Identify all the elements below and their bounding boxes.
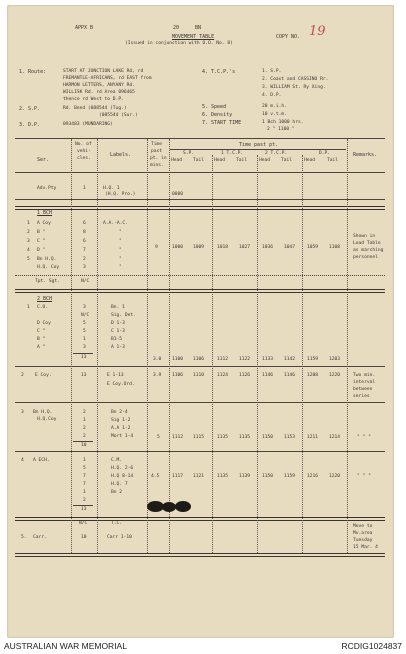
unit-name: Adv.Pty: [37, 186, 57, 191]
time-value: 0800: [172, 192, 184, 197]
start-time-value: 1 Bch 1000 hrs.: [262, 120, 304, 125]
col-header-serial: Ser.: [37, 157, 50, 163]
time-value: 1150: [262, 474, 274, 479]
time-value: 1220: [329, 474, 341, 479]
serial-number: 1: [27, 305, 30, 310]
time-value: 1106: [172, 373, 184, 378]
vehicle-label: H.Q. 2-6: [111, 466, 134, 471]
route-line: HARMON LETTERS, ANYANY Rd.: [63, 83, 135, 88]
column-divider: [71, 139, 72, 553]
col-head: Head: [214, 158, 226, 163]
vehicle-total: 13: [81, 507, 87, 512]
time-value: 1112: [172, 435, 184, 440]
vehicle-label: A.A.-A.C.: [103, 221, 128, 226]
col-tail: Tail: [193, 158, 205, 163]
ink-blot: [162, 502, 176, 512]
col-header-time-past: mins.: [150, 163, 164, 168]
tcp-item: 1. S.P.: [262, 69, 282, 74]
time-past-minutes: 5: [157, 435, 160, 440]
document-page: [7, 5, 394, 638]
serial-number: 3: [27, 239, 30, 244]
serial-number: 2: [27, 230, 30, 235]
unit-name: C ": [37, 239, 46, 244]
archive-footer: [0, 638, 406, 654]
archive-name: AUSTRALIAN WAR MEMORIAL: [4, 641, 127, 651]
vehicle-count: 2: [83, 434, 86, 439]
col-header-vehicles: cles.: [77, 156, 91, 161]
time-value: 1059: [307, 245, 319, 250]
route-line: thence rd West to D.P.: [63, 97, 124, 102]
serial-number: 2: [21, 373, 24, 378]
vehicle-label: ": [119, 257, 122, 262]
battalion-abbrev: BN: [195, 25, 202, 31]
col-header-vehicles: vehi-: [77, 149, 91, 154]
row-divider: [15, 275, 385, 276]
time-past-minutes: 3.9: [153, 373, 162, 378]
vehicle-label: A.A 1-2: [111, 426, 131, 431]
time-value: 1211: [307, 435, 319, 440]
density-value: 10 v.t.m.: [262, 112, 287, 117]
unit-name: Bn H.Q.: [37, 257, 57, 262]
col-group-tcp2: 2 T.C.P.: [265, 151, 288, 156]
time-value: 1146: [284, 373, 296, 378]
vehicle-label: Bn. 1: [111, 305, 125, 310]
time-value: 1146: [262, 373, 274, 378]
vehicle-total: 13: [81, 355, 87, 360]
time-value: 1112: [217, 357, 229, 362]
serial-number: 3: [21, 410, 24, 415]
remark-line: Load Table: [353, 241, 381, 246]
vehicle-count: N/C: [81, 313, 90, 318]
vehicle-count: 3: [83, 345, 86, 350]
time-value: 1121: [193, 474, 205, 479]
route-label: 1. Route:: [19, 69, 47, 75]
vehicle-label: C 1-3: [111, 329, 125, 334]
col-group-tcp1: 1 T.C.P.: [221, 151, 244, 156]
unit-name: H.Q.Coy: [37, 417, 57, 422]
vehicle-label: D 1-3: [111, 321, 125, 326]
time-value: 1027: [239, 245, 251, 250]
vehicle-count: 7: [83, 248, 86, 253]
time-value: 1135: [217, 435, 229, 440]
remark-line: between: [353, 387, 373, 392]
route-line: FREMANTLE-AFRICANS, rd EAST from: [63, 76, 152, 81]
vehicle-count: 13: [81, 373, 87, 378]
ink-blot: [175, 501, 191, 512]
col-header-time-past-pt: Time past pt.: [239, 142, 279, 148]
time-past-minutes: 3.0: [153, 357, 162, 362]
time-value: 1135: [239, 435, 251, 440]
time-value: 1153: [284, 435, 296, 440]
time-value: 1115: [193, 435, 205, 440]
document-subtitle: (Issued in conjunction with O.O. No. 8): [125, 41, 233, 46]
col-group-dp: D.P.: [319, 151, 331, 156]
unit-name: Carr.: [33, 535, 47, 540]
serial-number: 5: [27, 257, 30, 262]
vehicle-count: 2: [83, 257, 86, 262]
vehicle-count: 3: [83, 265, 86, 270]
speed-label: 5. Speed: [202, 104, 227, 110]
column-divider: [212, 155, 213, 553]
section-title: 2 BCH: [37, 296, 53, 302]
vehicle-count: 7: [83, 482, 86, 487]
vehicle-label: B1-5: [111, 337, 123, 342]
column-divider: [147, 139, 148, 553]
vehicle-count: 6: [83, 221, 86, 226]
remark-line: Tuesday: [353, 538, 373, 543]
route-line: WILLISK Rd. rd Area 096465: [63, 90, 135, 95]
subtotal-rule: [73, 441, 93, 442]
vehicle-count: 2: [83, 426, 86, 431]
vehicle-count: N/C: [81, 279, 90, 284]
ditto-marks: " " ": [357, 435, 371, 440]
tcp-item: 2. Coast and CASSINO Rr.: [262, 77, 329, 82]
column-divider: [302, 155, 303, 553]
unit-name: H.Q. Coy: [37, 265, 60, 270]
time-value: 1106: [193, 357, 205, 362]
tcp-label: 4. T.C.P.'s: [202, 69, 236, 75]
col-header-time-past: Time: [151, 142, 163, 147]
vehicle-count: 7: [83, 474, 86, 479]
time-value: 1139: [239, 474, 251, 479]
vehicle-label: Bn 2: [111, 490, 123, 495]
vehicle-label: Carr 1-10: [107, 535, 132, 540]
vehicle-label: Sig. Det.: [111, 313, 136, 318]
time-value: 1009: [193, 245, 205, 250]
unit-name: D ": [37, 248, 46, 253]
vehicle-count: 3: [83, 305, 86, 310]
remark-line: as marching: [353, 248, 384, 253]
archive-id: RCDIG1024837: [341, 641, 402, 651]
time-value: 1133: [262, 357, 274, 362]
vehicle-count: 5: [83, 329, 86, 334]
unit-name: B ": [37, 337, 46, 342]
time-value: 1216: [307, 474, 319, 479]
vehicle-count: 1: [83, 490, 86, 495]
remark-line: 15 Mar. 4: [353, 545, 378, 550]
time-value: 1142: [284, 357, 296, 362]
time-value: 1047: [284, 245, 296, 250]
column-divider: [347, 139, 348, 553]
vehicle-label: Sig 1-2: [111, 418, 131, 423]
time-value: 1126: [239, 373, 251, 378]
time-value: 1208: [307, 373, 319, 378]
section-title: 1 BCH: [37, 210, 53, 216]
vehicle-label: ": [119, 265, 122, 270]
vehicle-count: 5: [83, 466, 86, 471]
vehicle-count: 1: [83, 186, 86, 191]
time-value: 1108: [329, 245, 341, 250]
time-value: 1150: [262, 435, 274, 440]
vehicle-count: 10: [81, 535, 87, 540]
col-header-labels: Labels.: [110, 152, 132, 158]
vehicle-count: 8: [83, 230, 86, 235]
time-value: 1135: [217, 474, 229, 479]
unit-name: B ": [37, 230, 46, 235]
remark-line: Two min.: [353, 373, 376, 378]
ditto-marks: " " ": [357, 474, 371, 479]
time-value: 1159: [307, 357, 319, 362]
vehicle-count: 1: [83, 337, 86, 342]
time-value: 1122: [239, 357, 251, 362]
time-value: 1018: [217, 245, 229, 250]
speed-value: 20 m.i.h.: [262, 104, 287, 109]
time-value: 1203: [329, 357, 341, 362]
start-point-line: Rd. Bend (088544 (Tug.): [63, 106, 127, 111]
dispersal-point-label: 3. D.P.: [19, 122, 41, 128]
start-point-label: 2. S.P.: [19, 106, 41, 112]
serial-number: 5.: [21, 535, 27, 540]
remark-line: Mv.area: [353, 531, 373, 536]
unit-name: C.O.: [37, 305, 49, 310]
vehicle-label: H.Q. 1: [103, 186, 120, 191]
appendix-label: APPX B: [75, 25, 94, 31]
time-value: 1000: [172, 245, 184, 250]
vehicle-label: E 1-13: [107, 373, 124, 378]
table-bottom-rule: [15, 553, 385, 557]
serial-number: 4: [21, 458, 24, 463]
col-tail: Tail: [236, 158, 248, 163]
time-value: 1124: [217, 373, 229, 378]
vehicle-count: 6: [83, 239, 86, 244]
vehicle-count: N/C: [79, 521, 88, 526]
vehicle-label: Bn 2-4: [111, 410, 128, 415]
start-time-label: 7. START TIME: [202, 120, 242, 126]
vehicle-count: 1: [83, 458, 86, 463]
col-header-remarks: Remarks.: [353, 152, 378, 158]
remark-line: personnel: [353, 255, 378, 260]
remark-line: interval: [353, 380, 376, 385]
column-divider: [97, 139, 98, 553]
tcp-item: 4. D.P.: [262, 93, 282, 98]
start-time-value: 2 " 1100 ": [267, 127, 295, 132]
time-past-minutes: 4.5: [151, 474, 160, 479]
dispersal-point-value: 093483 (MUNDARING): [63, 122, 113, 127]
vehicle-label: E Coy.Ord.: [107, 382, 135, 387]
col-head: Head: [171, 158, 183, 163]
vehicle-label: ": [119, 230, 122, 235]
time-past-minutes: 9: [155, 245, 158, 250]
density-label: 6. Density: [202, 112, 233, 118]
time-value: 1220: [329, 373, 341, 378]
vehicle-count: 2: [83, 410, 86, 415]
col-tail: Tail: [281, 158, 293, 163]
subtotal-rule: [73, 353, 93, 354]
subtotal-rule: [73, 505, 93, 506]
group-rule: [170, 149, 346, 150]
vehicle-label: (H.Q. Pro.): [105, 192, 136, 197]
vehicle-label: Mort 1-4: [111, 434, 134, 439]
col-header-vehicles: No. of: [75, 142, 92, 147]
remark-line: Shown in: [353, 234, 376, 239]
column-divider: [257, 155, 258, 553]
vehicle-label: ": [119, 239, 122, 244]
col-group-sp: S.P.: [183, 151, 195, 156]
time-value: 1159: [284, 474, 296, 479]
route-line: START AT JUNCTION LAKE Rd, rd: [63, 69, 144, 74]
time-value: 1214: [329, 435, 341, 440]
time-value: 1036: [262, 245, 274, 250]
time-value: 1110: [193, 373, 205, 378]
unit-name: Bn H.Q.: [33, 410, 53, 415]
vehicle-label: C.M.: [111, 458, 123, 463]
col-header-time-past: pt. in: [150, 156, 167, 161]
vehicle-label: A 1-3: [111, 345, 125, 350]
col-tail: Tail: [327, 158, 339, 163]
vehicle-count: 2: [83, 498, 86, 503]
unit-name: A Coy: [37, 221, 51, 226]
vehicle-total: 10: [81, 443, 87, 448]
remark-line: Move to: [353, 524, 373, 529]
serial-number: 4: [27, 248, 30, 253]
document-title: MOVEMENT TABLE: [172, 34, 215, 40]
vehicle-label: H.Q 8-14: [111, 474, 134, 479]
vehicle-count: 5: [83, 321, 86, 326]
copy-number: 19: [309, 24, 326, 39]
unit-name: D Coy: [37, 321, 51, 326]
battalion-number: 20: [173, 25, 180, 31]
unit-name: A ": [37, 345, 46, 350]
start-point-line: (085544 (Sur.): [99, 113, 138, 118]
vehicle-label: ": [119, 248, 122, 253]
unit-name: C ": [37, 329, 46, 334]
vehicle-count: 1: [83, 418, 86, 423]
serial-number: 1: [27, 221, 30, 226]
col-header-time-past: past: [151, 149, 163, 154]
remark-line: series: [353, 394, 370, 399]
tcp-item: 3. WILLIAM St. Ry Xing.: [262, 85, 326, 90]
copy-number-label: COPY NO.: [276, 34, 301, 40]
vehicle-label: T.C.: [111, 521, 123, 526]
time-value: 1100: [172, 357, 184, 362]
unit-name: Tpt. Sgt.: [35, 279, 60, 284]
unit-name: A ECH.: [33, 458, 50, 463]
col-head: Head: [259, 158, 271, 163]
unit-name: E Coy.: [35, 373, 52, 378]
column-divider: [169, 139, 170, 553]
time-value: 1117: [172, 474, 184, 479]
vehicle-label: H.Q. 7: [111, 482, 128, 487]
col-head: Head: [304, 158, 316, 163]
